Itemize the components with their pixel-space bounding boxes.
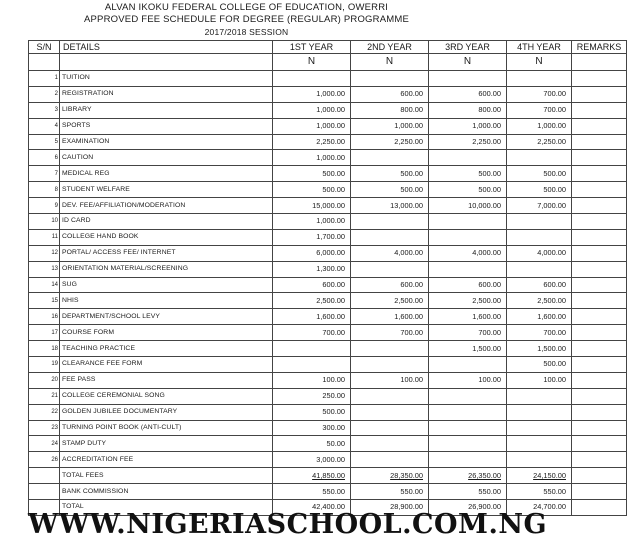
row-detail: SPORTS (60, 118, 273, 134)
row-remarks (572, 484, 627, 500)
row-detail: TURNING POINT BOOK (ANTI-CULT) (60, 420, 273, 436)
fee-amount-y3 (429, 436, 507, 452)
table-row (29, 86, 627, 102)
row-remarks (572, 293, 627, 309)
row-remarks (572, 309, 627, 325)
total-amount-y4: 24,150.00 (507, 468, 572, 484)
total-amount-y2: 28,900.00 (351, 500, 429, 516)
fee-amount-y2: 700.00 (351, 325, 429, 341)
total-amount-y4: 24,700.00 (507, 500, 572, 516)
fee-amount-y3: 2,250.00 (429, 134, 507, 150)
currency-empty (60, 54, 273, 71)
fee-amount-y2 (351, 261, 429, 277)
fee-amount-y4 (507, 388, 572, 404)
table-row (29, 134, 627, 150)
row-detail: COLLEGE CEREMONIAL SONG (60, 388, 273, 404)
fee-amount-y3: 2,500.00 (429, 293, 507, 309)
fee-amount-y1: 15,000.00 (273, 198, 351, 214)
table-row (29, 293, 627, 309)
total-amount-y2: 28,350.00 (351, 468, 429, 484)
watermark-url: WWW.NIGERIASCHOOL.COM.NG (28, 509, 548, 540)
total-amount-y3: 26,350.00 (429, 468, 507, 484)
row-detail: ID CARD (60, 214, 273, 230)
fee-amount-y1: 1,000.00 (273, 86, 351, 102)
fee-amount-y4 (507, 436, 572, 452)
fee-amount-y1: 1,000.00 (273, 214, 351, 230)
fee-amount-y2 (351, 357, 429, 373)
row-remarks (572, 277, 627, 293)
row-remarks (572, 500, 627, 516)
fee-amount-y3: 700.00 (429, 325, 507, 341)
fee-amount-y2 (351, 404, 429, 420)
fee-amount-y1: 1,000.00 (273, 118, 351, 134)
fee-amount-y2: 100.00 (351, 372, 429, 388)
row-number: 10 (29, 214, 60, 230)
row-number: 5 (29, 134, 60, 150)
institution-title: ALVAN IKOKU FEDERAL COLLEGE OF EDUCATION, OWERRI (104, 2, 389, 13)
naira-symbol: N (429, 54, 507, 71)
table-row (29, 388, 627, 404)
row-remarks (572, 86, 627, 102)
row-number: 17 (29, 325, 60, 341)
total-amount-y1: 42,400.00 (273, 500, 351, 516)
row-remarks (572, 245, 627, 261)
row-number: 15 (29, 293, 60, 309)
total-label: TOTAL FEES (60, 468, 273, 484)
row-number: 18 (29, 341, 60, 357)
fee-amount-y3: 100.00 (429, 372, 507, 388)
fee-amount-y2: 600.00 (351, 277, 429, 293)
fee-amount-y1: 250.00 (273, 388, 351, 404)
total-row (29, 468, 627, 484)
fee-amount-y4: 700.00 (507, 325, 572, 341)
row-remarks (572, 182, 627, 198)
fee-amount-y1: 500.00 (273, 404, 351, 420)
currency-empty (29, 54, 60, 71)
row-remarks (572, 468, 627, 484)
fee-amount-y1: 300.00 (273, 420, 351, 436)
fee-amount-y3 (429, 261, 507, 277)
col-remarks: REMARKS (572, 41, 627, 54)
fee-amount-y4: 700.00 (507, 86, 572, 102)
row-number (29, 484, 60, 500)
table-row (29, 277, 627, 293)
row-number: 11 (29, 229, 60, 245)
row-number: 13 (29, 261, 60, 277)
fee-amount-y1: 1,600.00 (273, 309, 351, 325)
fee-amount-y1: 500.00 (273, 166, 351, 182)
fee-amount-y1: 700.00 (273, 325, 351, 341)
fee-amount-y1: 100.00 (273, 372, 351, 388)
row-detail: TEACHING PRACTICE (60, 341, 273, 357)
fee-amount-y4 (507, 420, 572, 436)
row-remarks (572, 261, 627, 277)
fee-amount-y1: 500.00 (273, 182, 351, 198)
row-remarks (572, 102, 627, 118)
row-remarks (572, 372, 627, 388)
fee-amount-y2 (351, 436, 429, 452)
row-detail: NHIS (60, 293, 273, 309)
fee-amount-y2 (351, 150, 429, 166)
row-detail: DEV. FEE/AFFILIATION/MODERATION (60, 198, 273, 214)
fee-amount-y4 (507, 229, 572, 245)
row-detail: PORTAL/ ACCESS FEE/ INTERNET (60, 245, 273, 261)
fee-amount-y3: 1,600.00 (429, 309, 507, 325)
row-detail: SUG (60, 277, 273, 293)
fee-amount-y1: 50.00 (273, 436, 351, 452)
col-sn: S/N (29, 41, 60, 54)
row-number: 23 (29, 420, 60, 436)
row-number: 7 (29, 166, 60, 182)
row-detail: MEDICAL REG (60, 166, 273, 182)
table-row (29, 357, 627, 373)
row-remarks (572, 166, 627, 182)
col-details: DETAILS (60, 41, 273, 54)
total-amount-y1: 550.00 (273, 484, 351, 500)
total-label: BANK COMMISSION (60, 484, 273, 500)
row-number: 21 (29, 388, 60, 404)
fee-amount-y2: 1,000.00 (351, 118, 429, 134)
fee-amount-y3 (429, 420, 507, 436)
row-remarks (572, 198, 627, 214)
fee-amount-y4: 100.00 (507, 372, 572, 388)
row-number: 20 (29, 372, 60, 388)
fee-amount-y3: 1,000.00 (429, 118, 507, 134)
fee-amount-y4: 2,250.00 (507, 134, 572, 150)
fee-amount-y3 (429, 214, 507, 230)
fee-amount-y4: 1,500.00 (507, 341, 572, 357)
fee-amount-y2 (351, 71, 429, 87)
fee-amount-y4: 700.00 (507, 102, 572, 118)
row-remarks (572, 214, 627, 230)
row-number: 12 (29, 245, 60, 261)
fee-amount-y2 (351, 452, 429, 468)
table-row (29, 118, 627, 134)
table-row (29, 229, 627, 245)
row-remarks (572, 118, 627, 134)
row-detail: GOLDEN JUBILEE DOCUMENTARY (60, 404, 273, 420)
table-row (29, 182, 627, 198)
session-title: 2017/2018 SESSION (204, 27, 289, 37)
row-detail: COLLEGE HAND BOOK (60, 229, 273, 245)
table-row (29, 166, 627, 182)
total-amount-y1: 41,850.00 (273, 468, 351, 484)
row-detail: COURSE FORM (60, 325, 273, 341)
row-remarks (572, 229, 627, 245)
fee-amount-y4 (507, 214, 572, 230)
fee-amount-y4 (507, 150, 572, 166)
table-row (29, 261, 627, 277)
row-detail: LIBRARY (60, 102, 273, 118)
table-row (29, 198, 627, 214)
fee-amount-y2: 2,250.00 (351, 134, 429, 150)
fee-amount-y1: 600.00 (273, 277, 351, 293)
fee-amount-y1: 1,000.00 (273, 150, 351, 166)
row-detail: DEPARTMENT/SCHOOL LEVY (60, 309, 273, 325)
total-amount-y2: 550.00 (351, 484, 429, 500)
row-remarks (572, 452, 627, 468)
row-detail: FEE PASS (60, 372, 273, 388)
fee-amount-y4: 600.00 (507, 277, 572, 293)
col-year2: 2ND YEAR (351, 41, 429, 54)
fee-amount-y1 (273, 71, 351, 87)
row-remarks (572, 150, 627, 166)
row-remarks (572, 71, 627, 87)
row-remarks (572, 436, 627, 452)
fee-amount-y2: 4,000.00 (351, 245, 429, 261)
fee-amount-y3 (429, 452, 507, 468)
table-row (29, 420, 627, 436)
row-detail: ORIENTATION MATERIAL/SCREENING (60, 261, 273, 277)
fee-amount-y2: 2,500.00 (351, 293, 429, 309)
col-year3: 3RD YEAR (429, 41, 507, 54)
fee-amount-y4: 4,000.00 (507, 245, 572, 261)
fee-amount-y1: 2,500.00 (273, 293, 351, 309)
fee-amount-y2: 13,000.00 (351, 198, 429, 214)
row-number: 24 (29, 436, 60, 452)
col-year1: 1ST YEAR (273, 41, 351, 54)
fee-amount-y1: 1,000.00 (273, 102, 351, 118)
fee-amount-y1: 6,000.00 (273, 245, 351, 261)
column-header-row (29, 41, 627, 54)
row-number: 26 (29, 452, 60, 468)
fee-amount-y2: 800.00 (351, 102, 429, 118)
currency-row (29, 54, 627, 71)
currency-empty (572, 54, 627, 71)
fee-amount-y2 (351, 229, 429, 245)
row-number: 6 (29, 150, 60, 166)
fee-amount-y3 (429, 357, 507, 373)
row-number: 8 (29, 182, 60, 198)
fee-amount-y3: 10,000.00 (429, 198, 507, 214)
row-number: 16 (29, 309, 60, 325)
total-amount-y3: 550.00 (429, 484, 507, 500)
fee-amount-y4 (507, 261, 572, 277)
fee-amount-y4 (507, 452, 572, 468)
table-row (29, 452, 627, 468)
fee-amount-y1 (273, 341, 351, 357)
fee-amount-y3: 500.00 (429, 182, 507, 198)
fee-amount-y4: 500.00 (507, 166, 572, 182)
fee-amount-y1: 1,700.00 (273, 229, 351, 245)
fee-amount-y4: 7,000.00 (507, 198, 572, 214)
row-detail: STUDENT WELFARE (60, 182, 273, 198)
row-detail: CAUTION (60, 150, 273, 166)
fee-amount-y3 (429, 388, 507, 404)
fee-amount-y4 (507, 404, 572, 420)
row-remarks (572, 357, 627, 373)
total-label: TOTAL (60, 500, 273, 516)
row-number: 9 (29, 198, 60, 214)
fee-amount-y1 (273, 357, 351, 373)
table-row (29, 309, 627, 325)
naira-symbol: N (273, 54, 351, 71)
fee-amount-y1: 2,250.00 (273, 134, 351, 150)
row-detail: CLEARANCE FEE FORM (60, 357, 273, 373)
row-number (29, 468, 60, 484)
fee-amount-y4: 2,500.00 (507, 293, 572, 309)
row-number: 14 (29, 277, 60, 293)
row-detail: EXAMINATION (60, 134, 273, 150)
table-row (29, 71, 627, 87)
row-remarks (572, 404, 627, 420)
fee-amount-y2 (351, 388, 429, 404)
naira-symbol: N (351, 54, 429, 71)
fee-amount-y3 (429, 229, 507, 245)
table-row (29, 341, 627, 357)
fee-amount-y2: 500.00 (351, 182, 429, 198)
table-row (29, 436, 627, 452)
fee-amount-y2 (351, 341, 429, 357)
row-number: 3 (29, 102, 60, 118)
fee-amount-y1: 1,300.00 (273, 261, 351, 277)
fee-amount-y4: 500.00 (507, 182, 572, 198)
fee-amount-y3: 1,500.00 (429, 341, 507, 357)
table-row (29, 150, 627, 166)
fee-amount-y2: 500.00 (351, 166, 429, 182)
row-remarks (572, 325, 627, 341)
row-detail: ACCREDITATION FEE (60, 452, 273, 468)
fee-amount-y3: 600.00 (429, 86, 507, 102)
row-remarks (572, 388, 627, 404)
fee-amount-y3 (429, 404, 507, 420)
table-row (29, 102, 627, 118)
row-number: 22 (29, 404, 60, 420)
fee-amount-y3: 500.00 (429, 166, 507, 182)
table-row (29, 245, 627, 261)
total-amount-y3: 26,900.00 (429, 500, 507, 516)
fee-amount-y2 (351, 420, 429, 436)
row-remarks (572, 134, 627, 150)
fee-amount-y2 (351, 214, 429, 230)
row-detail: STAMP DUTY (60, 436, 273, 452)
schedule-title: APPROVED FEE SCHEDULE FOR DEGREE (REGULAR) PROGRAMME (83, 14, 409, 25)
row-number: 19 (29, 357, 60, 373)
table-row (29, 325, 627, 341)
fee-amount-y3 (429, 150, 507, 166)
fee-amount-y2: 1,600.00 (351, 309, 429, 325)
row-number: 1 (29, 71, 60, 87)
fee-amount-y3 (429, 71, 507, 87)
naira-symbol: N (507, 54, 572, 71)
table-row (29, 372, 627, 388)
row-number: 2 (29, 86, 60, 102)
fee-amount-y3: 4,000.00 (429, 245, 507, 261)
row-number: 4 (29, 118, 60, 134)
row-remarks (572, 341, 627, 357)
table-row (29, 404, 627, 420)
fee-amount-y4: 1,000.00 (507, 118, 572, 134)
col-year4: 4TH YEAR (507, 41, 572, 54)
row-remarks (572, 420, 627, 436)
row-detail: TUITION (60, 71, 273, 87)
total-amount-y4: 550.00 (507, 484, 572, 500)
total-row (29, 484, 627, 500)
row-detail: REGISTRATION (60, 86, 273, 102)
fee-amount-y3: 600.00 (429, 277, 507, 293)
fee-amount-y4: 1,600.00 (507, 309, 572, 325)
fee-amount-y1: 3,000.00 (273, 452, 351, 468)
fee-amount-y4 (507, 71, 572, 87)
table-row (29, 214, 627, 230)
fee-amount-y2: 600.00 (351, 86, 429, 102)
fee-amount-y4: 500.00 (507, 357, 572, 373)
fee-schedule-table (28, 40, 627, 516)
fee-amount-y3: 800.00 (429, 102, 507, 118)
